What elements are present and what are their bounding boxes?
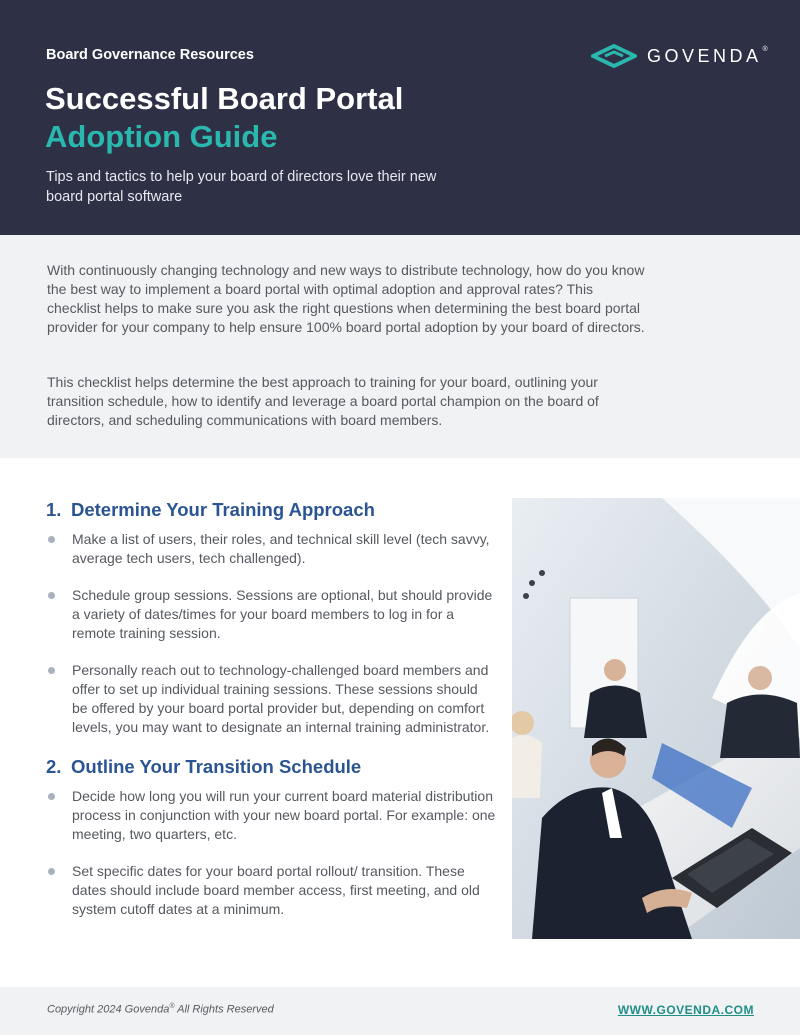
list-item bbox=[46, 586, 496, 643]
header-banner bbox=[0, 0, 800, 235]
logo-registered-mark: ® bbox=[762, 45, 768, 53]
intro-paragraph-1: With continuously changing technology and new ways to distribute technology, how do you know the best way to implement a board portal with optimal adoption and approval rates? This checklist helps to make sure you ask the right questions when determining the best board portal provider for your company to help ensure 100% board portal adoption by your board of directors. bbox=[47, 262, 645, 335]
list-item-text: Personally reach out to technology-challenged board members and offer to set up individual training sessions. These sessions should be offered by your board portal provider but, depending on comfort levels, you may want to designate an internal training administrator. bbox=[72, 662, 490, 735]
title-line-1: Successful Board Portal bbox=[45, 81, 404, 116]
title-line-2: Adoption Guide bbox=[45, 119, 278, 154]
govenda-logo[interactable] bbox=[591, 43, 768, 69]
list-item bbox=[46, 787, 496, 844]
copyright-registered-mark: ® bbox=[169, 1003, 175, 1010]
list-item-text: Schedule group sessions. Sessions are optional, but should provide a variety of dates/times for your board members to log in for a remote training session. bbox=[72, 587, 493, 641]
footer-bar bbox=[0, 987, 800, 1035]
bullet-dot-icon bbox=[48, 667, 55, 674]
intro-paragraph-2: This checklist helps determine the best approach to training for your board, outlining your transition schedule, how to identify and leverage a board portal champion on the board of directors, and scheduling communications with board members. bbox=[47, 374, 599, 428]
section-2-title: Outline Your Transition Schedule bbox=[71, 756, 362, 777]
govenda-logo-icon bbox=[591, 43, 637, 69]
logo-wordmark: GOVENDA® bbox=[647, 45, 768, 66]
list-item-text: Set specific dates for your board portal rollout/ transition. These dates should include board member access, first meeting, and old system cutoff dates at a minimum. bbox=[72, 863, 480, 917]
list-item-text: Make a list of users, their roles, and technical skill level (tech savvy, average tech users, tech challenged). bbox=[72, 531, 490, 566]
bullet-dot-icon bbox=[48, 536, 55, 543]
list-item-text: Decide how long you will run your current board material distribution process in conjunction with your new board portal. For example: one meeting, two quarters, etc. bbox=[72, 788, 496, 842]
section-2-heading bbox=[46, 755, 496, 779]
bullet-dot-icon bbox=[48, 868, 55, 875]
page-subtitle: Tips and tactics to help your board of directors love their new board portal software bbox=[46, 169, 437, 205]
eyebrow-label: Board Governance Resources bbox=[46, 47, 254, 63]
section-1-number: 1. bbox=[46, 499, 62, 520]
list-item bbox=[46, 661, 496, 737]
list-item bbox=[46, 862, 496, 919]
meeting-photo bbox=[512, 498, 800, 939]
section-2-number: 2. bbox=[46, 756, 62, 777]
section-1-heading bbox=[46, 498, 496, 522]
website-link[interactable]: WWW.GOVENDA.COM bbox=[617, 1003, 754, 1017]
section-2-list bbox=[46, 787, 496, 919]
page-title bbox=[45, 80, 403, 156]
section-1-title: Determine Your Training Approach bbox=[71, 499, 375, 520]
section-1-list bbox=[46, 530, 496, 737]
boardroom-meeting-illustration bbox=[512, 498, 800, 939]
list-item bbox=[46, 530, 496, 568]
checklist-content bbox=[46, 498, 496, 937]
copyright-notice: Copyright 2024 Govenda® All Rights Reserved bbox=[47, 1003, 274, 1016]
intro-panel bbox=[0, 235, 800, 458]
bullet-dot-icon bbox=[48, 592, 55, 599]
bullet-dot-icon bbox=[48, 793, 55, 800]
